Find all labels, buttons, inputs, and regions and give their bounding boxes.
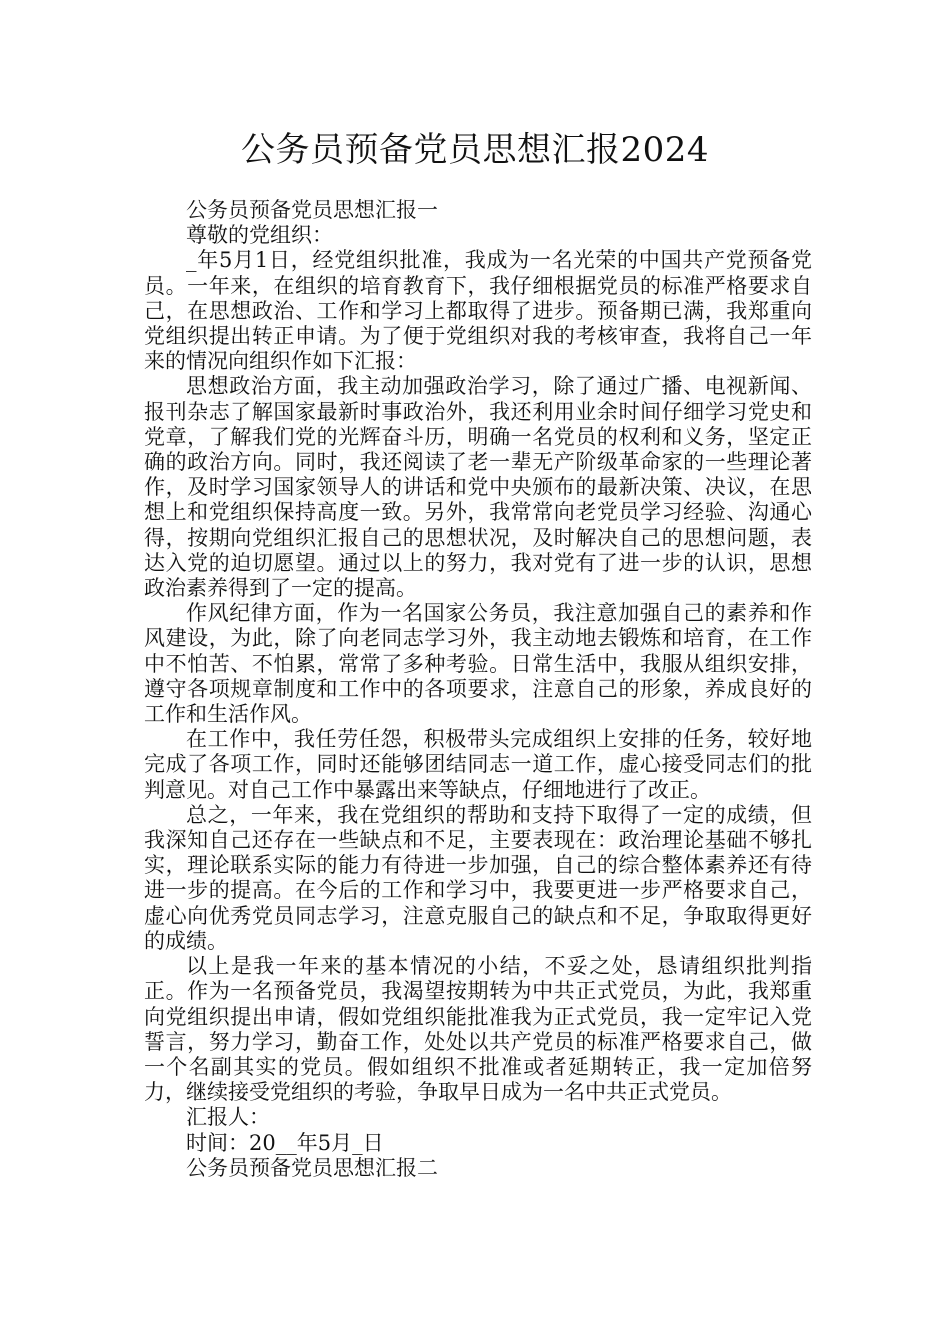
salutation: 尊敬的党组织： bbox=[186, 223, 333, 248]
document-body bbox=[144, 198, 812, 1181]
paragraph-closing: 以上是我一年来的基本情况的小结，不妥之处，恳请组织批判指正。作为一名预备党员，我渴望按期转为中共正式党员，为此，我郑重向党组织提出申请，假如党组织能批准我为正式党员，我一定牢记入党誓言，努力学习，勤奋工作，处处以共产党员的标准严格要求自己，做一个名副其实的党员。假如组织不批准或者延期转正，我一定加倍努力，继续接受党组织的考验，争取早日成为一名中共正式党员。 bbox=[144, 954, 812, 1105]
paragraph-summary: 总之，一年来，我在党组织的帮助和支持下取得了一定的成绩，但我深知自己还存在一些缺点和不足，主要表现在：政治理论基础不够扎实，理论联系实际的能力有待进一步加强，自己的综合整体素养还有待进一步的提高。在今后的工作和学习中，我要更进一步严格要求自己，虚心向优秀党员同志学习，注意克服自己的缺点和不足，争取取得更好的成绩。 bbox=[144, 802, 812, 953]
section-heading-2: 公务员预备党员思想汇报二 bbox=[186, 1155, 438, 1180]
paragraph-work: 在工作中，我任劳任怨，积极带头完成组织上安排的任务，较好地完成了各项工作，同时还能够团结同志一道工作，虚心接受同志们的批判意见。对自己工作中暴露出来等缺点，仔细地进行了改正。 bbox=[144, 727, 812, 802]
section-heading-1: 公务员预备党员思想汇报一 bbox=[186, 198, 438, 222]
paragraph-discipline: 作风纪律方面，作为一名国家公务员，我注意加强自己的素养和作风建设，为此，除了向老同志学习外，我主动地去锻炼和培育，在工作中不怕苦、不怕累，常常了多种考验。日常生活中，我服从组织安排，遵守各项规章制度和工作中的各项要求，注意自己的形象，养成良好的工作和生活作风。 bbox=[144, 601, 812, 727]
document-title: 公务员预备党员思想汇报2024 bbox=[240, 130, 710, 170]
reporter-line: 汇报人： bbox=[186, 1105, 270, 1130]
paragraph-intro: _年5月1日，经党组织批准，我成为一名光荣的中国共产党预备党员。一年来，在组织的培育教育下，我仔细根据党员的标准严格要求自己，在思想政治、工作和学习上都取得了进步。预备期已满，我郑重向党组织提出转正申请。为了便于党组织对我的考核审查，我将自己一年来的情况向组织作如下汇报： bbox=[144, 248, 812, 374]
paragraph-politics: 思想政治方面，我主动加强政治学习，除了通过广播、电视新闻、报刊杂志了解国家最新时事政治外，我还利用业余时间仔细学习党史和党章，了解我们党的光辉奋斗历，明确一名党员的权利和义务，坚定正确的政治方向。同时，我还阅读了老一辈无产阶级革命家的一些理论著作，及时学习国家领导人的讲话和党中央颁布的最新决策、决议，在思想上和党组织保持高度一致。另外，我常常向老党员学习经验、沟通心得，按期向党组织汇报自己的思想状况，及时解决自己的思想问题，表达入党的迫切愿望。通过以上的努力，我对党有了进一步的认识，思想政治素养得到了一定的提高。 bbox=[144, 374, 812, 601]
date-line: 时间：20__年5月_日 bbox=[186, 1130, 384, 1155]
